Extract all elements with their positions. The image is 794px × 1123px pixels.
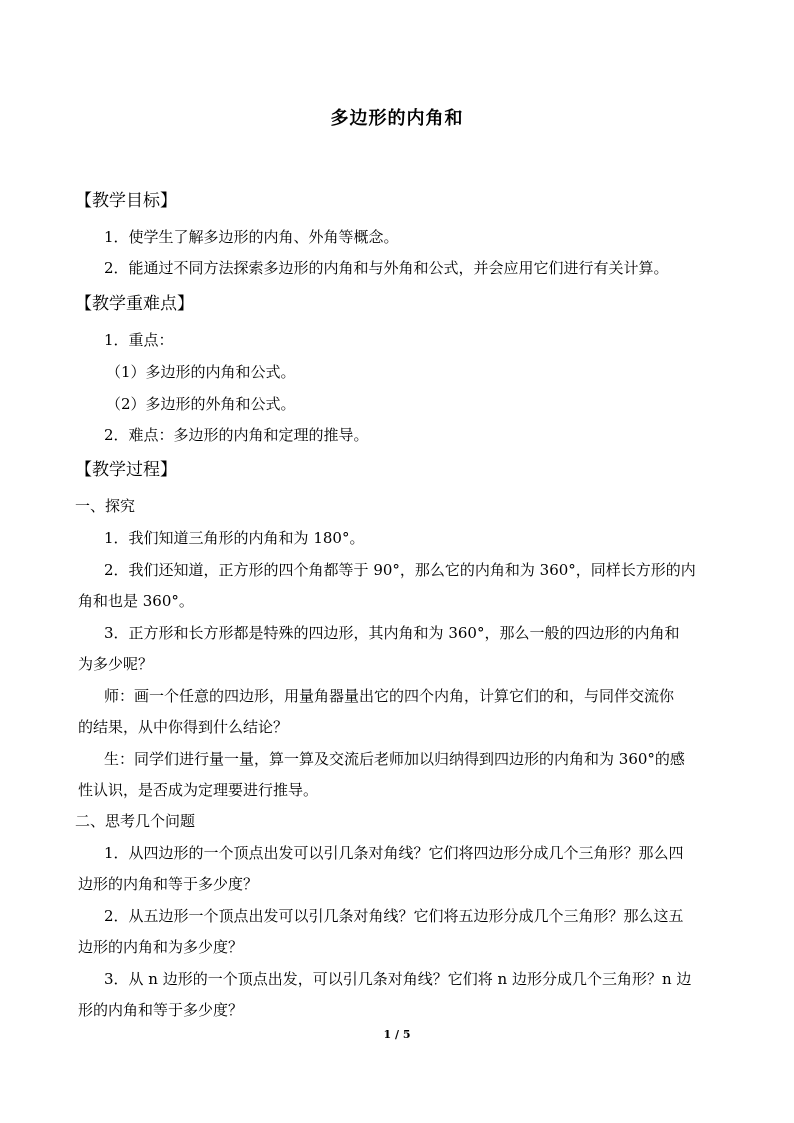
process-paragraph-2-line-2: 角和也是 360°。: [78, 592, 194, 610]
teacher-line-2: 的结果，从中你得到什么结论？: [78, 718, 289, 736]
question-3-line-2: 形的内角和等于多少度？: [78, 1001, 244, 1019]
key-point-sub-1: （1）多边形的内角和公式。: [106, 363, 296, 381]
key-point-item-2: 2．难点：多边形的内角和定理的推导。: [104, 426, 369, 444]
question-2-line-1: 2．从五边形一个顶点出发可以引几条对角线？它们将五边形分成几个三角形？那么这五: [104, 907, 684, 925]
key-point-item-1: 1．重点：: [104, 331, 174, 349]
student-line-1: 生：同学们进行量一量，算一算及交流后老师加以归纳得到四边形的内角和为 360°的感: [104, 750, 685, 768]
section-heading-process: 【教学过程】: [75, 460, 177, 480]
objective-item-1: 1．使学生了解多边形的内角、外角等概念。: [104, 228, 399, 246]
process-paragraph-2-line-1: 2．我们还知道，正方形的四个角都等于 90°，那么它的内角和为 360°，同样长方形的内: [104, 561, 696, 579]
question-2-line-2: 边形的内角和为多少度？: [78, 938, 244, 956]
student-line-2: 性认识，是否成为定理要进行推导。: [78, 781, 319, 799]
process-part2-heading: 二、思考几个问题: [75, 812, 196, 830]
process-part1-heading: 一、探究: [75, 497, 136, 515]
question-3-line-1: 3．从 n 边形的一个顶点出发，可以引几条对角线？它们将 n 边形分成几个三角形？n 边: [104, 970, 692, 988]
teacher-line-1: 师：画一个任意的四边形，用量角器量出它的四个内角，计算它们的和，与同伴交流你: [104, 687, 675, 705]
process-paragraph-3-line-1: 3．正方形和长方形都是特殊的四边形，其内角和为 360°，那么一般的四边形的内角和: [104, 624, 680, 642]
process-paragraph-3-line-2: 为多少呢？: [78, 655, 154, 673]
question-1-line-2: 边形的内角和等于多少度？: [78, 875, 259, 893]
section-heading-objectives: 【教学目标】: [75, 191, 177, 211]
key-point-sub-2: （2）多边形的外角和公式。: [106, 395, 296, 413]
objective-item-2: 2．能通过不同方法探索多边形的内角和与外角和公式，并会应用它们进行有关计算。: [104, 259, 669, 277]
process-paragraph-1: 1．我们知道三角形的内角和为 180°。: [104, 529, 365, 547]
page-number: 1 / 5: [383, 1028, 411, 1041]
section-heading-key-points: 【教学重难点】: [75, 294, 194, 314]
page-title: 多边形的内角和: [330, 108, 464, 129]
question-1-line-1: 1．从四边形的一个顶点出发可以引几条对角线？它们将四边形分成几个三角形？那么四: [104, 844, 684, 862]
